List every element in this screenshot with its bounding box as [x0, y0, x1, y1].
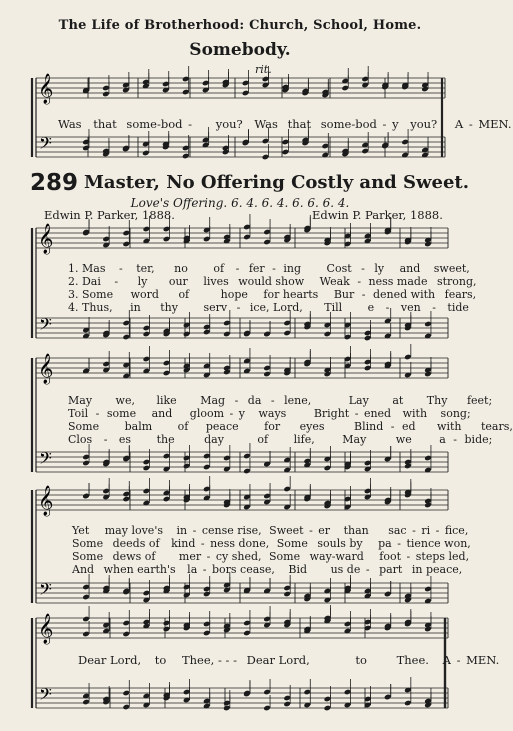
s2-verse-2: Toil - some and gloom - y ways Bright - ened with song;	[68, 407, 471, 420]
s2-bass-clef: 𝄢	[39, 448, 52, 472]
prev-hymn-title: Somebody.	[189, 40, 291, 60]
s3-treble-clef: 𝄞	[38, 486, 54, 516]
s1-verse-1: 1. Mas - ter, no of - fer - ing Cost - ly and sweet,	[68, 262, 470, 275]
s1-verse-4: 4. Thus, in thy serv - ice, Lord, Till e - ven - tide	[68, 301, 469, 314]
s4-lyric: Dear Lord, to Thee, - - - Dear Lord, to Thee. A - MEN.	[78, 653, 500, 667]
somebody-bass-clef: 𝄢	[39, 133, 52, 157]
s3-verse-1: Yet may love's in - cense rise, Sweet - er than sac - ri - fice,	[72, 524, 469, 537]
s2-verse-3: Some balm of peace for eyes Blind - ed with tears,	[68, 420, 513, 433]
hymn-number: 289	[30, 170, 79, 196]
s3-bass-clef: 𝄢	[39, 579, 52, 603]
s3-verse-4: And when earth's la - bors cease, Bid us de - part in peace,	[72, 563, 463, 576]
s1-verse-2: 2. Dai - ly our lives would show Weak - ness made strong,	[68, 275, 477, 288]
hymn-title: Master, No Offering Costly and Sweet.	[84, 172, 470, 193]
tune-name: Love's Offering.	[130, 196, 228, 210]
words-credit: Edwin P. Parker, 1888.	[44, 208, 175, 222]
s3-verse-2: Some deeds of kind - ness done, Some souls by pa - tience won,	[72, 537, 471, 550]
s2-verse-1: May we, like Mag - da - lene, Lay at Thy feet;	[68, 394, 493, 407]
prev-hymn-lyric: Was that some-bod - you? Was that some-bod - y you? A - MEN.	[58, 117, 512, 131]
s4-treble-clef: 𝄞	[38, 614, 54, 644]
tempo-mark: rit.	[255, 63, 272, 76]
page-header: The Life of Brotherhood: Church, School, Home.	[58, 18, 422, 33]
s1-treble-clef: 𝄞	[38, 224, 54, 254]
s4-bass-clef: 𝄢	[39, 684, 52, 708]
s2-verse-4: Clos - es the day of life, May we a - bide;	[68, 433, 493, 446]
meter: 6. 4. 6. 4. 6. 6. 6. 4.	[231, 196, 350, 210]
music-credit: Edwin P. Parker, 1888.	[312, 208, 443, 222]
somebody-treble-clef: 𝄞	[38, 74, 54, 104]
s1-bass-clef: 𝄢	[39, 314, 52, 338]
s2-treble-clef: 𝄞	[38, 354, 54, 384]
s1-verse-3: 3. Some word of hope for hearts Bur - dened with fears,	[68, 288, 477, 301]
s3-verse-3: Some dews of mer - cy shed, Some way-ward foot - steps led,	[72, 550, 470, 563]
